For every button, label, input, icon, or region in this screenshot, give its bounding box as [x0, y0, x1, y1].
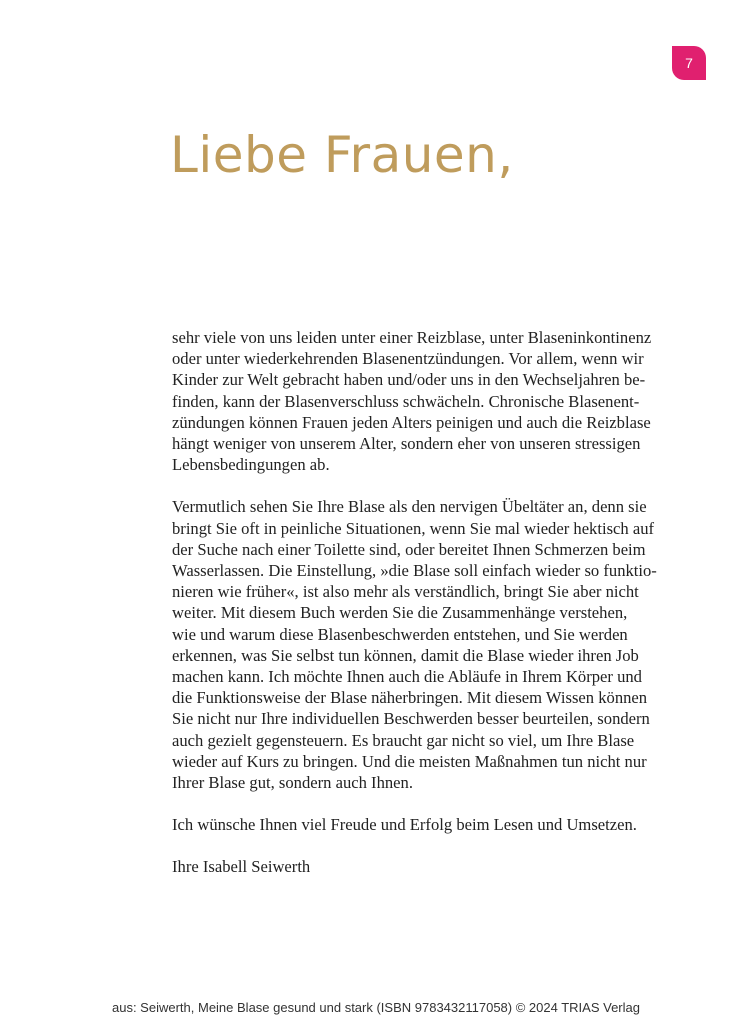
- text-line: zündungen können Frauen jeden Alters peinigen und auch die Reizblase: [172, 412, 651, 432]
- text-line: bringt Sie oft in peinliche Situationen, wenn Sie mal wieder hektisch auf: [172, 518, 655, 538]
- text-line: Wasserlassen. Die Einstellung, »die Blase soll einfach wieder so funktio-: [172, 561, 657, 581]
- text-line: oder unter wiederkehrenden Blasenentzündungen. Vor allem, wenn wir: [172, 349, 644, 369]
- paragraph-2: [172, 496, 692, 793]
- text-line: machen kann. Ich möchte Ihnen auch die Abläufe in Ihrem Körper und: [172, 667, 642, 687]
- page-number: 7: [685, 55, 693, 71]
- text-line: weiter. Mit diesem Buch werden Sie die Zusammenhänge verstehen,: [172, 603, 628, 623]
- text-line: sehr viele von uns leiden unter einer Reizblase, unter Blaseninkontinenz: [172, 328, 652, 347]
- page-number-badge: [672, 46, 706, 80]
- text-line: erkennen, was Sie selbst tun können, damit die Blase wieder ihren Job: [172, 645, 639, 665]
- text-line: Ich wünsche Ihnen viel Freude und Erfolg beim Lesen und Umsetzen.: [172, 815, 637, 835]
- paragraph-3: [172, 814, 692, 835]
- page-title: Liebe Frauen,: [170, 126, 514, 184]
- text-line: der Suche nach einer Toilette sind, oder bereitet Ihnen Schmerzen beim: [172, 539, 646, 559]
- text-line: hängt weniger von unserem Alter, sondern eher von unseren stressigen: [172, 434, 641, 454]
- text-line: Vermutlich sehen Sie Ihre Blase als den nervigen Übeltäter an, denn sie: [172, 497, 647, 517]
- source-footer: aus: Seiwerth, Meine Blase gesund und stark (ISBN 9783432117058) © 2024 TRIAS Verlag: [112, 1000, 640, 1015]
- text-line: Kinder zur Welt gebracht haben und/oder uns in den Wechseljahren be-: [172, 370, 646, 390]
- text-line: auch gezielt gegensteuern. Es braucht gar nicht so viel, um Ihre Blase: [172, 730, 635, 750]
- text-line: nieren wie früher«, ist also mehr als verständlich, bringt Sie aber nicht: [172, 582, 639, 602]
- text-line: Sie nicht nur Ihre individuellen Beschwerden besser beurteilen, sondern: [172, 709, 650, 729]
- paragraph-1: [172, 327, 692, 475]
- body-text: [172, 327, 692, 899]
- text-line: wieder auf Kurs zu bringen. Und die meisten Maßnahmen tun nicht nur: [172, 751, 647, 771]
- text-line: wie und warum diese Blasenbeschwerden entstehen, und Sie werden: [172, 624, 628, 644]
- text-line: finden, kann der Blasenverschluss schwächeln. Chronische Blasenent-: [172, 391, 640, 411]
- text-line: Lebensbedingungen ab.: [172, 455, 330, 475]
- text-line: die Funktionsweise der Blase näherbringen. Mit diesem Wissen können: [172, 688, 648, 708]
- text-line: Ihrer Blase gut, sondern auch Ihnen.: [172, 773, 413, 793]
- signature: Ihre Isabell Seiwerth: [172, 857, 311, 877]
